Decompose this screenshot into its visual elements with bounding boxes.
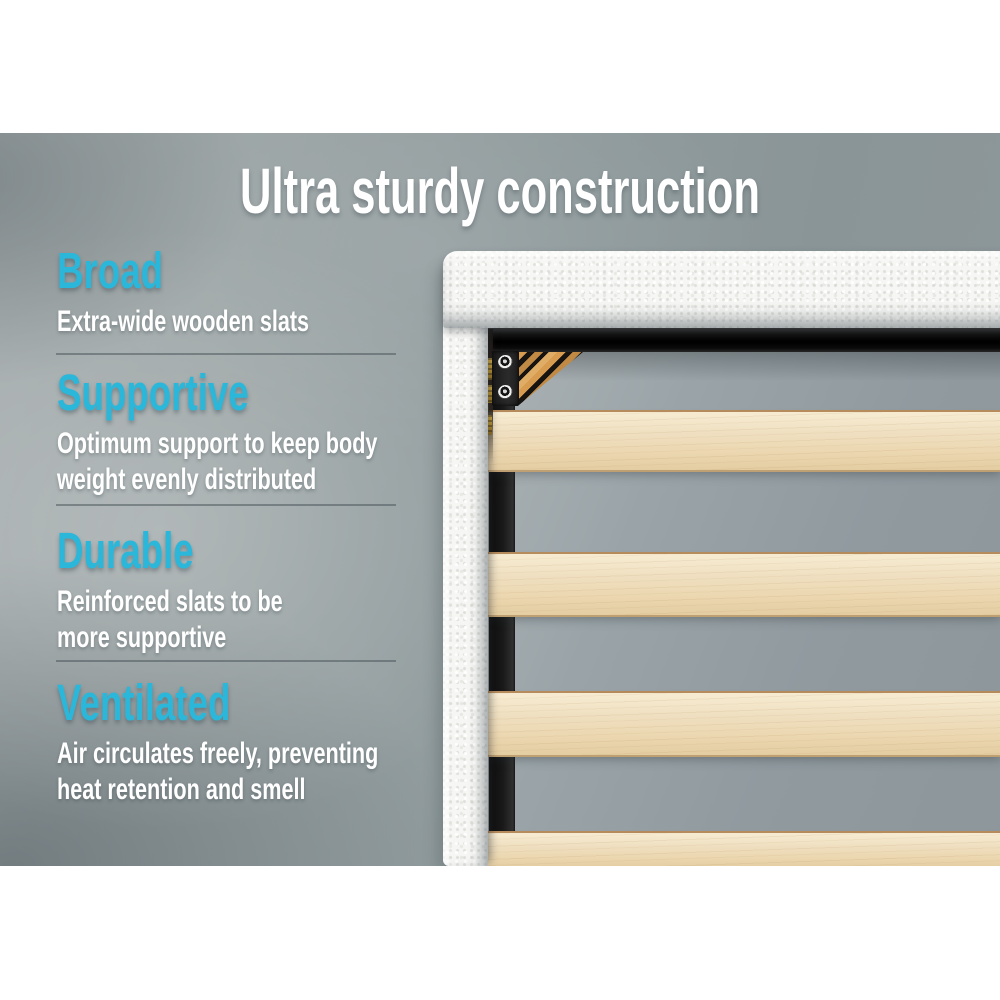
feature-title: Supportive bbox=[57, 364, 249, 421]
feature-supportive bbox=[57, 366, 403, 498]
divider bbox=[56, 504, 396, 506]
feature-line: Air circulates freely, preventing bbox=[57, 737, 379, 770]
feature-line: heat retention and smell bbox=[57, 773, 306, 806]
wood-slat-3 bbox=[488, 691, 1000, 757]
feature-title: Broad bbox=[57, 242, 164, 299]
wood-slat-2 bbox=[488, 552, 1000, 617]
metal-rail-horizontal bbox=[486, 327, 1000, 352]
headline: Ultra sturdy construction bbox=[240, 155, 760, 227]
feature-durable bbox=[57, 524, 403, 656]
wood-slat-4 bbox=[488, 831, 1000, 866]
feature-broad bbox=[57, 244, 403, 340]
feature-line: Extra-wide wooden slats bbox=[57, 305, 310, 338]
divider bbox=[56, 660, 396, 662]
bracket-screw-top bbox=[498, 355, 513, 370]
feature-line: more supportive bbox=[57, 621, 227, 654]
feature-ventilated bbox=[57, 676, 403, 808]
fabric-rail-top bbox=[443, 251, 1000, 328]
feature-line: Optimum support to keep body bbox=[57, 427, 378, 460]
wood-slat-1 bbox=[488, 410, 1000, 472]
divider bbox=[56, 353, 396, 355]
feature-line: Reinforced slats to be bbox=[57, 585, 283, 618]
feature-title: Durable bbox=[57, 522, 194, 579]
hero-panel bbox=[0, 133, 1000, 866]
feature-line: weight evenly distributed bbox=[57, 463, 317, 496]
feature-title: Ventilated bbox=[57, 674, 231, 731]
bracket-screw-bottom bbox=[498, 385, 513, 400]
fabric-rail-left bbox=[443, 263, 488, 866]
